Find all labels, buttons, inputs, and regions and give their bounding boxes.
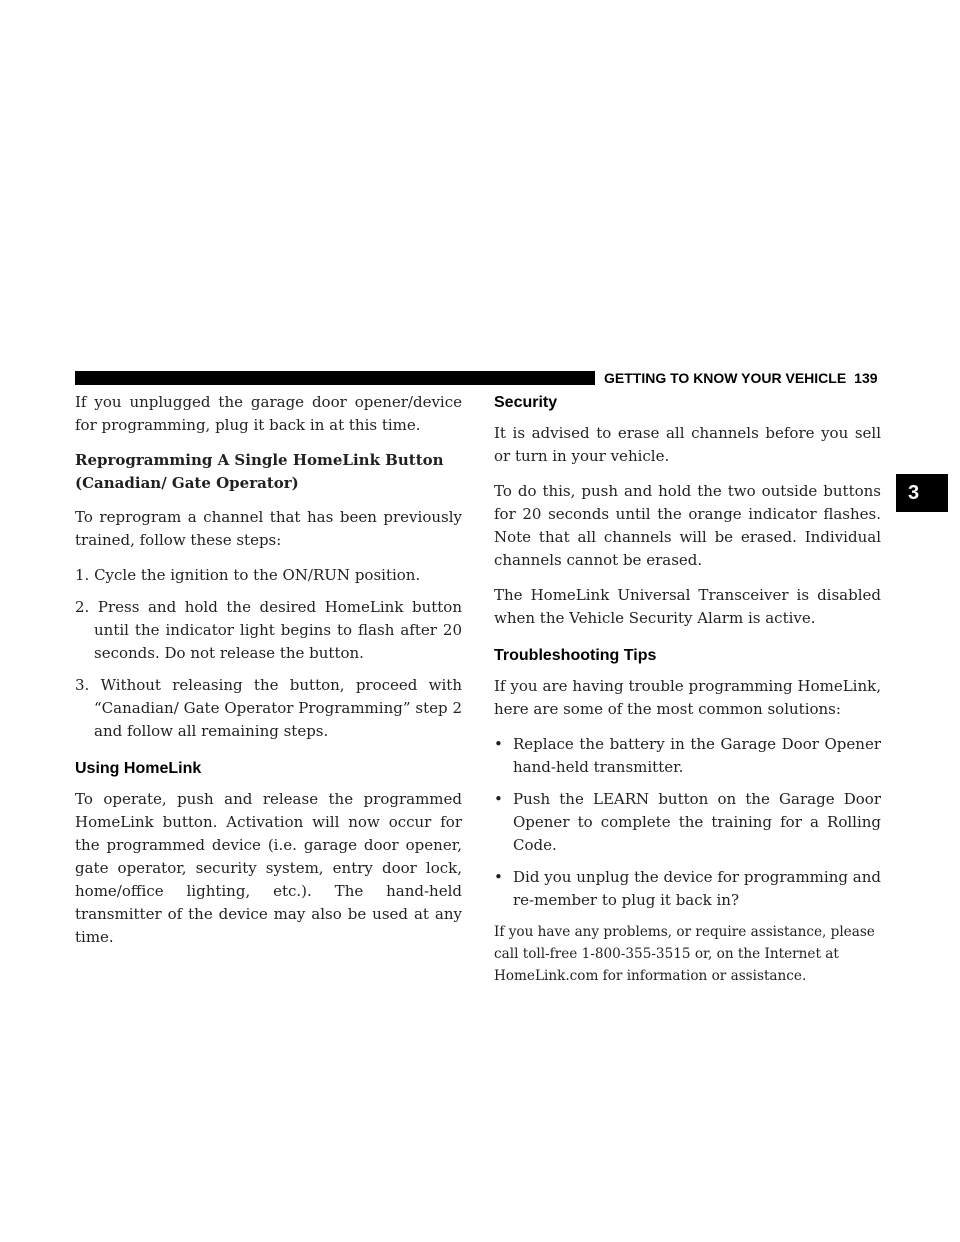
troubleshooting-tips — [494, 733, 881, 912]
reprogram-steps — [75, 564, 462, 743]
step-item: 2. Press and hold the desired HomeLink button until the indicator light begins to flash after 20 seconds. Do not release the button. — [75, 598, 462, 662]
bullet-icon: • — [494, 735, 503, 753]
intro-paragraph: If you unplugged the garage door opener/device for programming, plug it back in at this time. — [75, 393, 462, 434]
tip-text: Did you unplug the device for programming and re-member to plug it back in? — [513, 868, 881, 909]
tip-text: Push the LEARN button on the Garage Door Opener to complete the training for a Rolling Code. — [513, 790, 881, 854]
security-paragraph-2: To do this, push and hold the two outside buttons for 20 seconds until the orange indicator flashes. Note that all channels will be erased. Individual channels cannot be erased. — [494, 482, 881, 569]
troubleshooting-intro: If you are having trouble programming HomeLink, here are some of the most common solutions: — [494, 677, 881, 718]
tip-item — [494, 733, 881, 779]
bullet-icon: • — [494, 790, 503, 808]
header-bar — [75, 371, 595, 385]
security-paragraph-1: It is advised to erase all channels before you sell or turn in your vehicle. — [494, 424, 881, 465]
tip-text: Replace the battery in the Garage Door Opener hand-held transmitter. — [513, 735, 881, 776]
tip-item — [494, 788, 881, 857]
section-title: GETTING TO KNOW YOUR VEHICLE — [604, 370, 847, 386]
security-heading: Security — [494, 394, 558, 411]
reprogram-intro: To reprogram a channel that has been previously trained, follow these steps: — [75, 508, 462, 549]
using-homelink-heading: Using HomeLink — [75, 760, 202, 777]
security-paragraph-3: The HomeLink Universal Transceiver is disabled when the Vehicle Security Alarm is active. — [494, 586, 881, 627]
step-item: 3. Without releasing the button, proceed with “Canadian/ Gate Operator Programming” step 2 and follow all remaining steps. — [75, 676, 462, 740]
right-column — [494, 391, 881, 999]
page-number: 139 — [854, 370, 878, 386]
page-header — [604, 369, 904, 387]
using-homelink-text: To operate, push and release the programmed HomeLink button. Activation will now occur for the programmed device (i.e. garage door opener, gate operator, security system, entry door lock, home/office lighting, etc.). The hand-held transmitter of the device may also be used at any time. — [75, 790, 462, 946]
step-item: 1. Cycle the ignition to the ON/RUN position. — [75, 566, 421, 584]
reprogram-heading: Reprogramming A Single HomeLink Button (Canadian/ Gate Operator) — [75, 451, 444, 492]
bullet-icon: • — [494, 868, 503, 886]
troubleshooting-heading: Troubleshooting Tips — [494, 647, 657, 664]
left-column — [75, 391, 462, 961]
tip-item — [494, 866, 881, 912]
contact-paragraph: If you have any problems, or require assistance, please call toll-free 1-800-355-3515 or, on the Internet at HomeLink.com for information or assistance. — [494, 924, 875, 984]
chapter-tab: 3 — [896, 474, 948, 512]
